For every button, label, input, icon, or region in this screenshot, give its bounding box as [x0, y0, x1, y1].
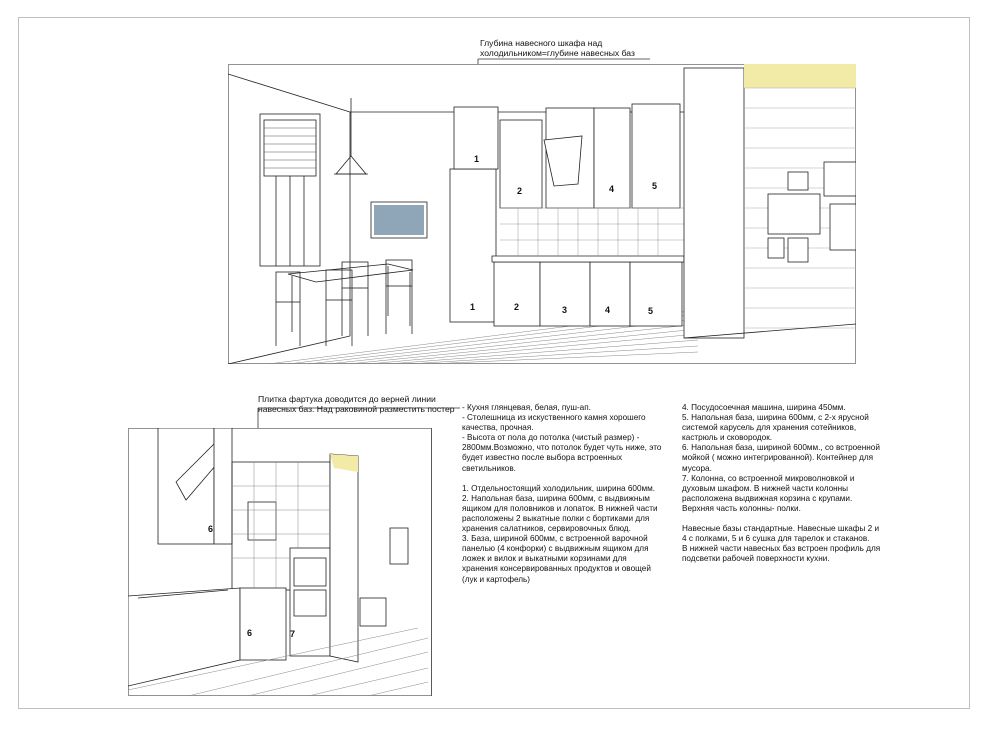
- note-line: - Кухня глянцевая, белая, пуш-ап.: [462, 403, 591, 412]
- label-bottom-6-upper: 6: [208, 524, 214, 534]
- kitchen-perspective-corner: [128, 428, 432, 696]
- note-line: 1. Отдельностоящий холодильник, ширина 600мм.: [462, 483, 656, 493]
- note-line: ящиком для половников и лопаток. В нижней части: [462, 503, 658, 513]
- note-line: панелью (4 конфорки) с выдвижным ящиком для: [462, 544, 649, 554]
- note-line: мойкой ( можно интегрированной). Контейнер для: [682, 453, 874, 463]
- note-line: кастрюль и сковородок.: [682, 433, 773, 443]
- label-bottom-6-lower: 6: [247, 628, 253, 638]
- note-line: 2. Напольная база, ширина 600мм, с выдвижным: [462, 493, 650, 503]
- note-line: Верхняя часть колонны- полки.: [682, 503, 801, 513]
- note-gap: [462, 474, 672, 484]
- label-top-lower-4: 4: [605, 305, 611, 315]
- note-gap: [682, 514, 892, 524]
- label-top-lower-5: 5: [648, 306, 654, 316]
- note-line: 7. Колонна, со встроенной микроволновкой и: [682, 473, 855, 483]
- notes-right: [682, 403, 892, 564]
- note-line: светильников.: [462, 463, 516, 473]
- note-line: будет известно после выбора встроенных: [462, 453, 623, 463]
- note-line: 4. Посудосоечная машина, ширина 450мм.: [682, 403, 846, 412]
- note-line: хранения консервированных продуктов и овощей: [462, 564, 651, 574]
- label-top-upper-1: 1: [474, 154, 480, 164]
- notes-left: [462, 403, 672, 585]
- note-line: (лук и картофель): [462, 574, 530, 584]
- note-line: расположены 2 выкатные полки с бортиками для: [462, 513, 650, 523]
- label-top-lower-2: 2: [514, 302, 520, 312]
- callout-backsplash: [258, 394, 455, 414]
- note-line: подсветки рабочей поверхности кухни.: [682, 554, 830, 564]
- label-top-lower-3: 3: [562, 305, 568, 315]
- wall-picture: [374, 205, 424, 235]
- label-bottom-7: 7: [290, 629, 296, 639]
- label-top-lower-1: 1: [470, 302, 476, 312]
- note-line: 2800мм.Возможно, что потолок будет чуть ниже, это: [462, 443, 662, 453]
- note-line: ложек и вилок и выкатными корзинами для: [462, 554, 627, 564]
- note-line: В нижней части навесных баз встроен профиль для: [682, 544, 881, 554]
- note-line: духовым шкафом. В нижней части колонны: [682, 483, 849, 493]
- callout-backsplash-line-2: навесных баз. Над раковиной разместить постер: [258, 404, 455, 414]
- note-line: 6. Напольная база, шириной 600мм., со встроенной: [682, 443, 880, 453]
- callout-line-1: Глубина навесного шкафа над: [480, 38, 603, 48]
- callout-backsplash-line-1: Плитка фартука доводится до верней линии: [258, 394, 436, 404]
- note-line: системой карусель для хранения сотейников,: [682, 423, 857, 433]
- note-line: Навесные базы стандартные. Навесные шкафы 2 и: [682, 524, 880, 534]
- note-line: 3. База, шириной 600мм, с встроенной варочной: [462, 534, 648, 544]
- label-top-upper-5: 5: [652, 181, 658, 191]
- note-line: хранения салатников, сервировочных блюд.: [462, 524, 631, 534]
- note-line: расположена выдвижная корзина с крупами.: [682, 493, 853, 503]
- note-line: 5. Напольная база, ширина 600мм, с 2-х ярусной: [682, 413, 869, 423]
- note-line: качества, прочная.: [462, 423, 534, 433]
- note-line: - Высота от пола до потолка (чистый размер) -: [462, 433, 640, 443]
- note-line: 4 с полками, 5 и 6 сушка для тарелок и стаканов.: [682, 534, 870, 544]
- label-top-upper-4: 4: [609, 184, 615, 194]
- label-top-upper-2: 2: [517, 186, 523, 196]
- note-line: мусора.: [682, 463, 712, 473]
- callout-line-2: холодильником=глубине навесных баз: [480, 48, 635, 58]
- note-line: - Столешница из искуственного камня хорошего: [462, 413, 646, 423]
- kitchen-perspective-main: [228, 64, 856, 364]
